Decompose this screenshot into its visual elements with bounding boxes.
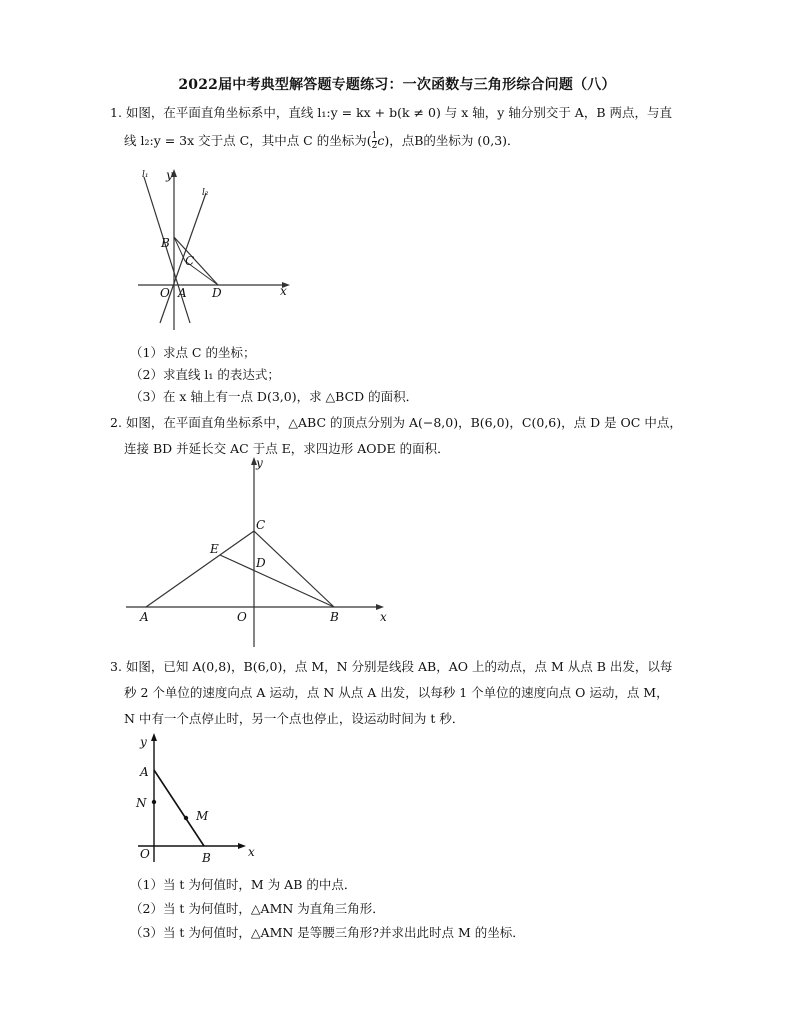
q3-label-O: O bbox=[140, 847, 150, 861]
q2-label-C: C bbox=[256, 518, 266, 532]
q2-label-A: A bbox=[140, 610, 149, 624]
q1-line2-a: 线 l₂:y = 3x 交于点 C，其中点 C 的坐标为 bbox=[124, 133, 367, 148]
q3-label-B: B bbox=[202, 851, 211, 865]
q3-label-y: y bbox=[140, 735, 147, 749]
q1-label-B: B bbox=[161, 236, 170, 250]
q3-line1: 3. 如图，已知 A(0,8)，B(6,0)，点 M，N 分别是线段 AB，AO 上的动点，点 M 从点 B 出发，以每 bbox=[110, 659, 673, 674]
q1-part1: （1）求点 C 的坐标； bbox=[130, 345, 256, 360]
q2-segment-ac bbox=[146, 531, 254, 607]
q1-label-D: D bbox=[212, 286, 222, 300]
q1-line1: 1. 如图，在平面直角坐标系中，直线 l₁:y = kx + b(k ≠ 0) 与 x 轴，y 轴分别交于 A，B 两点，与直 bbox=[110, 105, 672, 120]
q3-part3: （3）当 t 为何值时，△AMN 是等腰三角形?并求出此时点 M 的坐标． bbox=[130, 925, 525, 940]
q1-line-l2 bbox=[160, 193, 206, 323]
q2-label-x: x bbox=[380, 610, 387, 624]
page-title: 2022届中考典型解答题专题练习：一次函数与三角形综合问题（八） bbox=[178, 77, 616, 93]
q2-label-O: O bbox=[237, 610, 247, 624]
q3-part2: （2）当 t 为何值时，△AMN 为直角三角形． bbox=[130, 901, 385, 916]
q1-line2 bbox=[124, 128, 724, 154]
q2-label-B: B bbox=[330, 610, 339, 624]
q2-label-D: D bbox=[256, 556, 266, 570]
q1-fraction-group: ( $\frac{1}{2}$ c) bbox=[366, 131, 390, 151]
q1-segment-bc bbox=[174, 237, 185, 261]
q1-label-y: y bbox=[166, 168, 173, 182]
q1-frac-tail: c bbox=[377, 133, 385, 148]
q2-line1: 2. 如图，在平面直角坐标系中，△ABC 的顶点分别为 A(−8,0)，B(6,0)，C(0,6)，点 D 是 OC 中点， bbox=[110, 415, 682, 430]
q3-x-arrow-icon bbox=[238, 843, 246, 849]
q1-line2-b: ，点B的坐标为 (0,3)． bbox=[389, 133, 520, 148]
q1-figure bbox=[130, 165, 300, 335]
q2-segment-be bbox=[220, 555, 334, 607]
q3-point-M bbox=[184, 816, 188, 820]
q2-line2: 连接 BD 并延长交 AC 于点 E，求四边形 AODE 的面积． bbox=[124, 441, 450, 456]
q1-label-A: A bbox=[178, 286, 187, 300]
q1-label-l2: l₂ bbox=[202, 188, 209, 198]
q3-part1: （1）当 t 为何值时，M 为 AB 的中点． bbox=[130, 877, 357, 892]
q2-figure bbox=[120, 455, 400, 650]
q1-label-x: x bbox=[280, 284, 287, 298]
q3-y-arrow-icon bbox=[151, 733, 157, 741]
q3-line2: 秒 2 个单位的速度向点 A 运动，点 N 从点 A 出发，以每秒 1 个单位的速度向点 O 运动，点 M， bbox=[124, 685, 669, 700]
q3-label-M: M bbox=[196, 809, 209, 823]
q1-line-l1 bbox=[144, 177, 190, 323]
q3-figure bbox=[132, 730, 272, 866]
q3-label-A: A bbox=[140, 765, 149, 779]
q3-segment-ab bbox=[154, 770, 204, 846]
q1-part2: （2）求直线 l₁ 的表达式； bbox=[130, 367, 280, 382]
q3-line3: N 中有一个点停止时，另一个点也停止，设运动时间为 t 秒． bbox=[124, 711, 465, 726]
q2-segment-cb bbox=[254, 531, 334, 607]
q3-label-x: x bbox=[248, 845, 255, 859]
q1-label-l1: l₁ bbox=[142, 170, 149, 180]
q3-point-N bbox=[152, 800, 156, 804]
q1-frac-den: 2 bbox=[371, 141, 378, 151]
q1-part3: （3）在 x 轴上有一点 D(3,0)，求 △BCD 的面积． bbox=[130, 389, 419, 404]
q3-label-N: N bbox=[136, 796, 147, 810]
q1-label-C: C bbox=[185, 254, 195, 268]
q1-frac-num: 1 bbox=[371, 131, 378, 141]
q2-label-y: y bbox=[256, 456, 263, 470]
q2-label-E: E bbox=[210, 542, 219, 556]
q1-label-O: O bbox=[160, 286, 170, 300]
q1-segment-bd bbox=[174, 237, 218, 285]
